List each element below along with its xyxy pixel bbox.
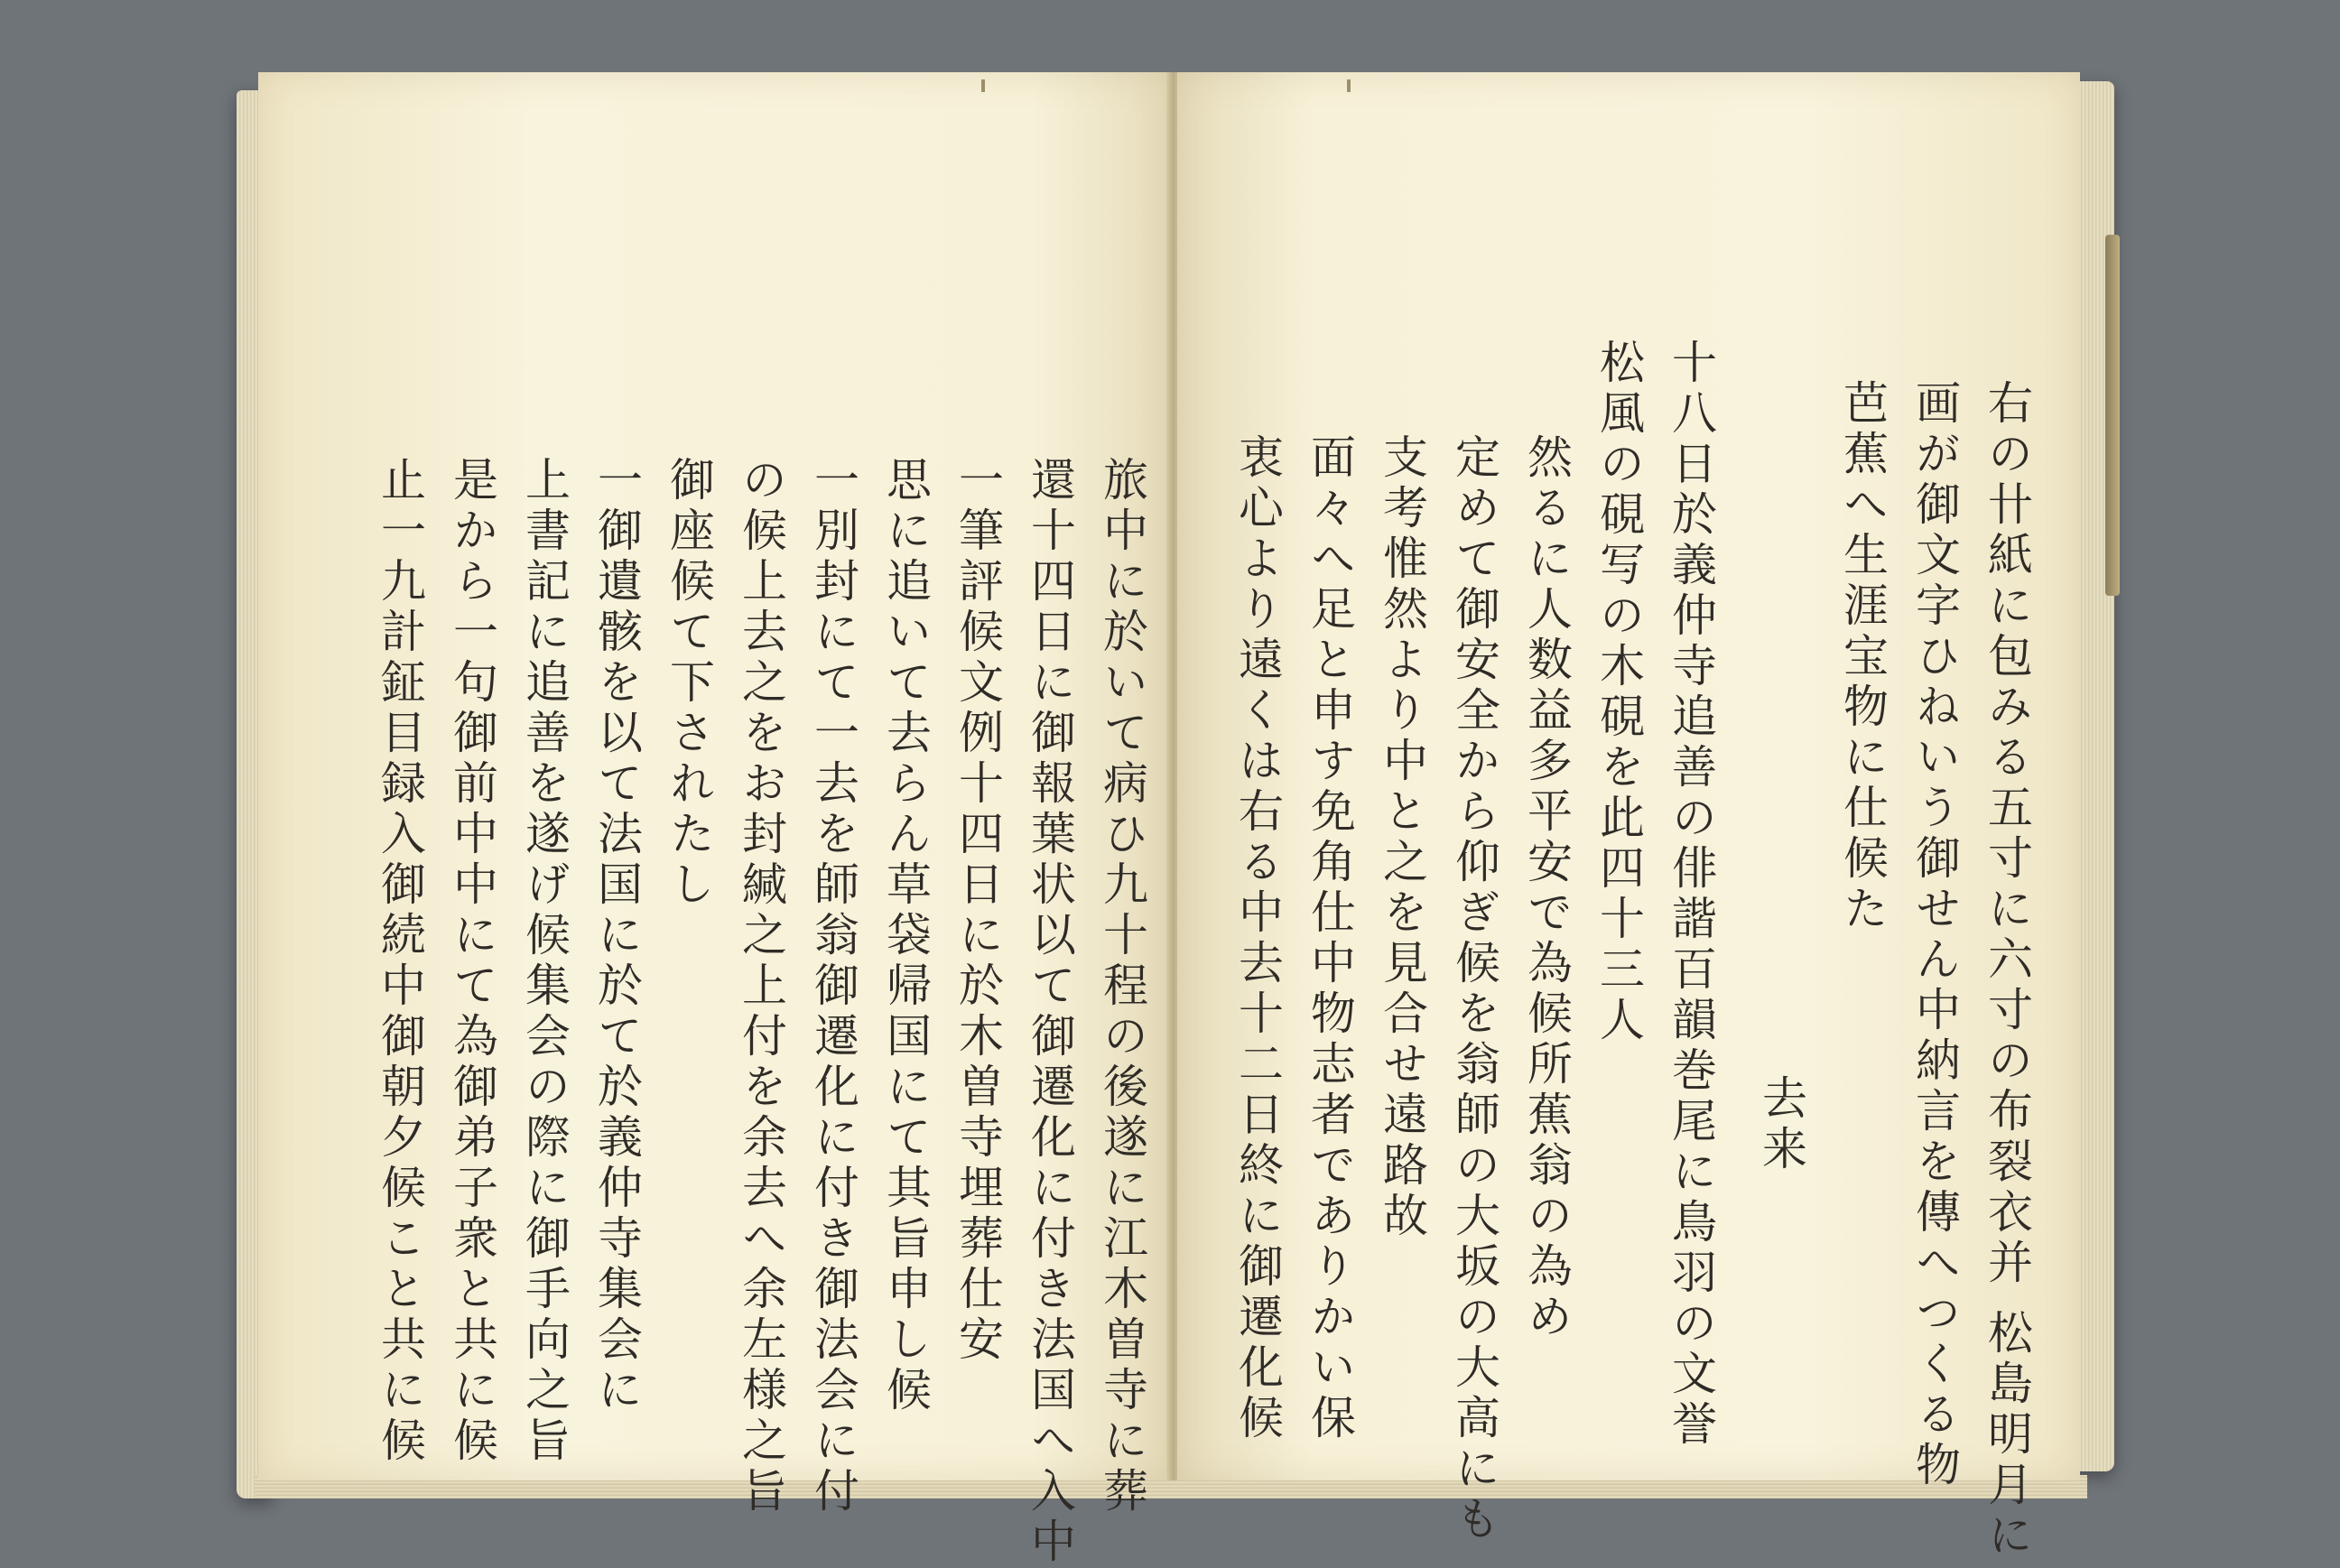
left-column-4: 思に追いて去らん草袋帰国にて其旨申し候 <box>879 456 932 1416</box>
open-book <box>237 72 2114 1568</box>
right-column-3: 芭蕉へ生涯宝物に仕候た <box>1836 379 1889 935</box>
left-column-7: 御座候て下されたし <box>663 456 715 911</box>
left-column-2: 還十四日に御報葉状以て御遷化に付き法国へ入中 <box>1024 456 1076 1568</box>
frayed-binding-edge <box>2105 235 2120 596</box>
left-column-5: 一別封にて一去を師翁御遷化に付き御法会に付 <box>807 456 859 1517</box>
right-column-10: 面々へ足と申す免角仕中物志者でありかい保 <box>1304 433 1356 1444</box>
right-column-11: 衷心より遠くは右る中去十二日終に御遷化候 <box>1231 433 1284 1444</box>
left-column-10: 是から一句御前中中にて為御弟子衆と共に候 <box>446 456 498 1467</box>
left-column-6: の候上去之をお封緘之上付を余去へ余左様之旨 <box>735 456 787 1517</box>
right-column-6: 松風の硯写の木硯を此四十三人 <box>1592 339 1645 1046</box>
right-column-8: 定めて御安全から仰ぎ候を翁師の大坂の大高にも <box>1448 433 1500 1545</box>
left-column-3: 一筆評候文例十四日に於木曽寺埋葬仕安 <box>952 456 1004 1366</box>
left-column-1: 旅中に於いて病ひ九十程の後遂に江木曽寺に葬 <box>1096 456 1148 1517</box>
right-column-7: 然るに人数益多平安で為候所蕉翁の為め <box>1520 433 1573 1343</box>
binding-tick-mark <box>981 79 985 92</box>
right-column-2: 画が御文字ひねいう御せん中納言を傳へつくる物 <box>1908 379 1961 1491</box>
right-column-4: 去来 <box>1755 1074 1807 1175</box>
left-column-11: 止一九計鉦目録入御続中御朝夕候こと共に候 <box>374 456 426 1467</box>
binding-tick-mark <box>1347 79 1351 92</box>
right-column-1: 右の卄紙に包みる五寸に六寸の布裂衣并 松島明月に <box>1981 379 2033 1562</box>
left-column-9: 上書記に追善を遂げ候集会の際に御手向之旨 <box>518 456 571 1467</box>
right-page <box>1177 72 2080 1562</box>
left-column-8: 一御遺骸を以て法国に於て於義仲寺集会に <box>590 456 643 1416</box>
right-column-9: 支考惟然より中と之を見合せ遠路故 <box>1376 433 1428 1242</box>
right-column-5: 十八日於義仲寺追善の俳諧百韻巻尾に鳥羽の文誉 <box>1665 339 1717 1451</box>
left-page <box>258 72 1170 1568</box>
